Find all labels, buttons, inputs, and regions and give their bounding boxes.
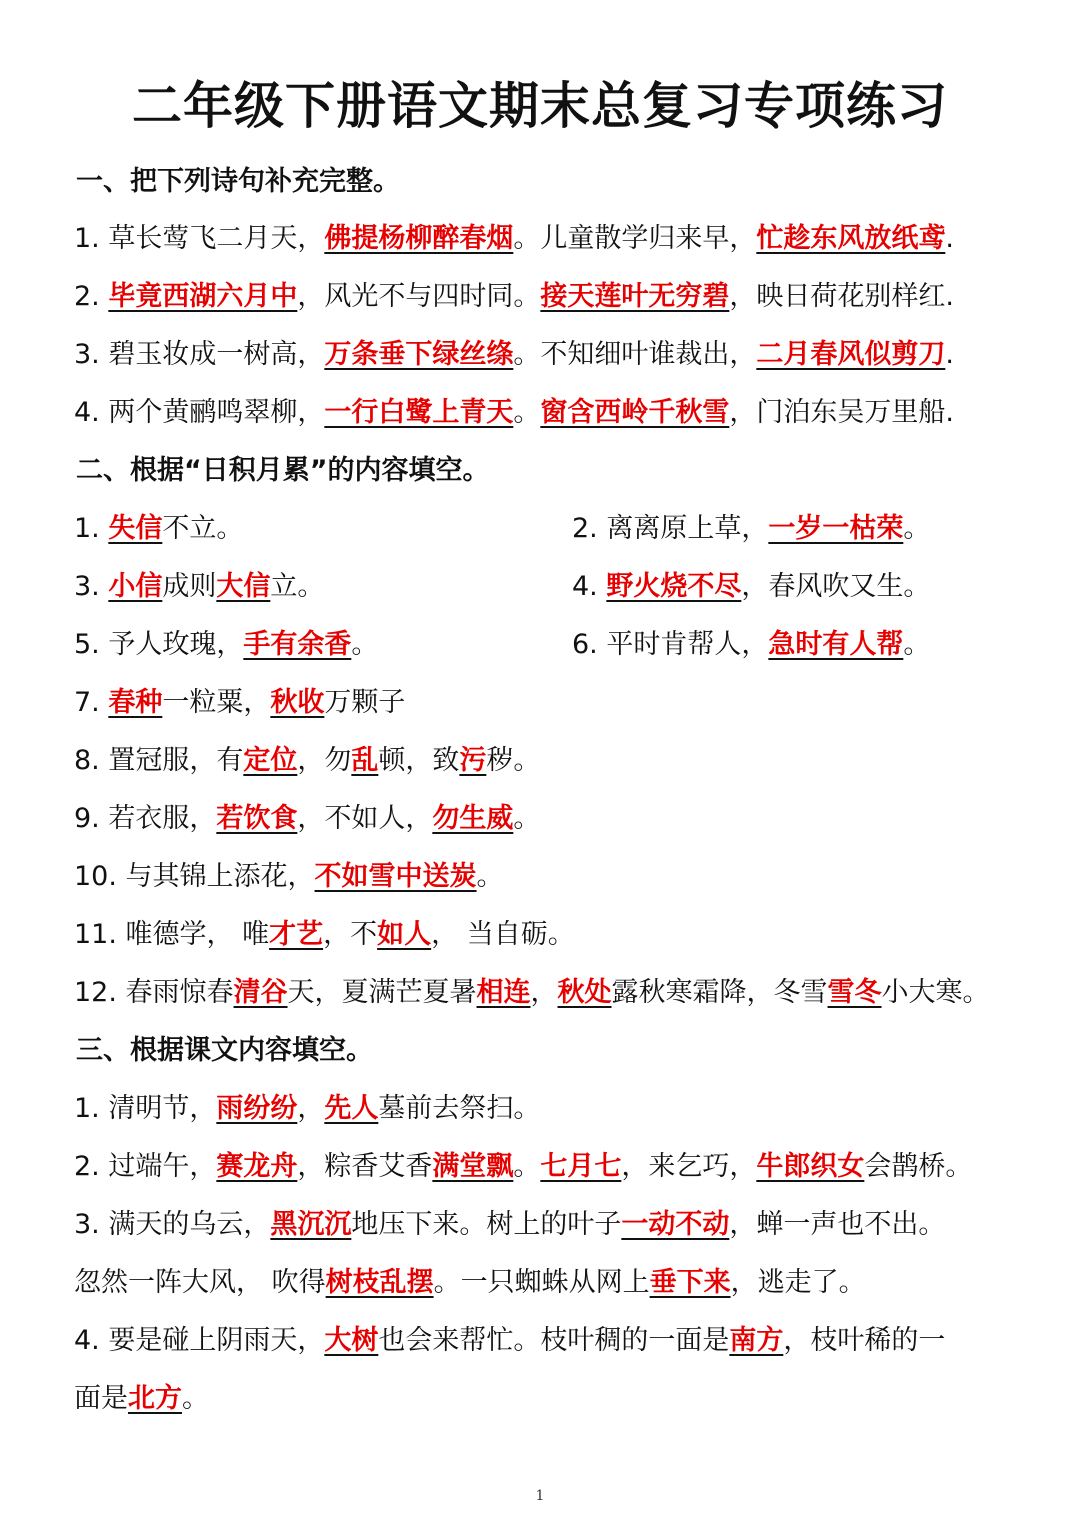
- answer-blank: 接天莲叶无穷碧: [540, 281, 730, 312]
- s2-item-7: [74, 683, 405, 723]
- prompt-text: 也会来帮忙。枝叶稠的一面是: [378, 1325, 730, 1356]
- s1-item-3: [74, 335, 954, 375]
- prompt-text: 7.: [74, 687, 109, 718]
- answer-blank: 满堂飘: [432, 1151, 514, 1182]
- prompt-text: 墓前去祭扫。: [378, 1093, 541, 1124]
- s2-item-9: [74, 799, 540, 839]
- prompt-text: ，风光不与四时同。: [297, 281, 541, 312]
- prompt-text: 4. 要是碰上阴雨天，: [74, 1325, 325, 1356]
- prompt-text: 6. 平时肯帮人，: [572, 629, 769, 660]
- prompt-text: ，来乞巧，: [621, 1151, 757, 1182]
- s2-item-6: [572, 625, 930, 665]
- answer-blank: 如人: [377, 919, 432, 950]
- prompt-text: 地压下来。树上的叶子: [351, 1209, 622, 1240]
- answer-blank: 黑沉沉: [270, 1209, 352, 1240]
- prompt-text: 。不知细叶谁裁出，: [513, 339, 757, 370]
- prompt-text: 立。: [270, 571, 325, 602]
- answer-blank: 大信: [216, 571, 271, 602]
- answer-blank: 清谷: [233, 977, 288, 1008]
- prompt-text: 12. 春雨惊春: [74, 977, 234, 1008]
- prompt-text: 。: [903, 629, 931, 660]
- answer-blank: 南方: [729, 1325, 784, 1356]
- s2-item-11: [74, 915, 575, 955]
- answer-blank: 雨纷纷: [216, 1093, 298, 1124]
- prompt-text: 10. 与其锦上添花，: [74, 861, 315, 892]
- answer-blank: 手有余香: [243, 629, 352, 660]
- s2-item-10: [74, 857, 504, 897]
- page-title: 二年级下册语文期末总复习专项练习: [132, 77, 948, 135]
- answer-blank: 一行白鹭上青天: [324, 397, 514, 428]
- answer-blank: 野火烧不尽: [606, 571, 742, 602]
- prompt-text: 。: [903, 513, 931, 544]
- prompt-text: 。儿童散学归来早，: [513, 223, 757, 254]
- prompt-text: ，蝉一声也不出。: [729, 1209, 946, 1240]
- s2-item-12: [74, 973, 990, 1013]
- answer-blank: 乱: [351, 745, 379, 776]
- answer-blank: 秋收: [270, 687, 325, 718]
- page-number: 1: [535, 1488, 545, 1504]
- prompt-text: 面是: [74, 1383, 128, 1414]
- prompt-text: 。: [513, 397, 541, 428]
- s3-item-4: [74, 1321, 945, 1361]
- prompt-text: 5. 予人玫瑰，: [74, 629, 244, 660]
- prompt-text: 秽。: [486, 745, 541, 776]
- prompt-text: 3. 碧玉妆成一树高，: [74, 339, 325, 370]
- prompt-text: ，不: [323, 919, 378, 950]
- answer-blank: 赛龙舟: [216, 1151, 298, 1182]
- answer-blank: 大树: [324, 1325, 379, 1356]
- prompt-text: 3.: [74, 571, 109, 602]
- s1-item-4: [74, 393, 954, 433]
- prompt-text: .: [945, 223, 954, 254]
- prompt-text: 成则: [162, 571, 217, 602]
- prompt-text: 4. 两个黄鹂鸣翠柳，: [74, 397, 325, 428]
- prompt-text: ，: [297, 1093, 325, 1124]
- prompt-text: 。一只蜘蛛从网上: [433, 1267, 650, 1298]
- prompt-text: 一粒粟，: [162, 687, 271, 718]
- prompt-text: ，枝叶稀的一: [783, 1325, 946, 1356]
- s3-item-2: [74, 1147, 972, 1187]
- prompt-text: 。: [513, 803, 541, 834]
- prompt-text: 。: [351, 629, 379, 660]
- prompt-text: 2. 离离原上草，: [572, 513, 769, 544]
- answer-blank: 秋处: [557, 977, 612, 1008]
- answer-blank: 失信: [108, 513, 163, 544]
- answer-blank: 垂下来: [649, 1267, 731, 1298]
- prompt-text: 1. 草长莺飞二月天，: [74, 223, 325, 254]
- answer-blank: 相连: [476, 977, 531, 1008]
- section-1-heading: 一、把下列诗句补充完整。: [76, 166, 400, 197]
- answer-blank: 窗含西岭千秋雪: [540, 397, 730, 428]
- prompt-text: 小大寒。: [881, 977, 990, 1008]
- s2-item-8: [74, 741, 540, 781]
- answer-blank: 雪冬: [827, 977, 882, 1008]
- prompt-text: ，逃走了。: [730, 1267, 866, 1298]
- s3-item-3: [74, 1205, 945, 1245]
- s2-item-5: [74, 625, 378, 665]
- answer-blank: 急时有人帮: [768, 629, 904, 660]
- section-2-heading: 二、根据“日积月累”的内容填空。: [76, 455, 490, 486]
- prompt-text: 2. 过端午，: [74, 1151, 217, 1182]
- prompt-text: 万颗子: [324, 687, 406, 718]
- answer-blank: 定位: [243, 745, 298, 776]
- s3-item-4-cont: [74, 1379, 209, 1419]
- s2-item-3: [74, 567, 324, 607]
- prompt-text: 9. 若衣服，: [74, 803, 217, 834]
- answer-blank: 佛提杨柳醉春烟: [324, 223, 514, 254]
- prompt-text: 8. 置冠服，有: [74, 745, 244, 776]
- prompt-text: 天，夏满芒夏暑: [287, 977, 477, 1008]
- answer-blank: 勿生威: [432, 803, 514, 834]
- answer-blank: 小信: [108, 571, 163, 602]
- answer-blank: 若饮食: [216, 803, 298, 834]
- prompt-text: 露秋寒霜降，冬雪: [611, 977, 828, 1008]
- s2-item-1: [74, 509, 243, 549]
- prompt-text: 1.: [74, 513, 109, 544]
- prompt-text: ，: [530, 977, 558, 1008]
- prompt-text: 顿，致: [378, 745, 460, 776]
- section-3-heading: 三、根据课文内容填空。: [76, 1035, 373, 1066]
- prompt-text: ，勿: [297, 745, 352, 776]
- prompt-text: 2.: [74, 281, 109, 312]
- answer-blank: 二月春风似剪刀: [756, 339, 946, 370]
- answer-blank: 才艺: [269, 919, 324, 950]
- prompt-text: ，映日荷花别样红.: [729, 281, 954, 312]
- prompt-text: 3. 满天的乌云，: [74, 1209, 271, 1240]
- prompt-text: 不立。: [162, 513, 244, 544]
- prompt-text: 。: [182, 1383, 209, 1414]
- prompt-text: 。: [476, 861, 504, 892]
- prompt-text: 4.: [572, 571, 607, 602]
- s3-item-3-cont: [74, 1263, 866, 1303]
- prompt-text: 11. 唯德学， 唯: [74, 919, 270, 950]
- answer-blank: 七月七: [540, 1151, 622, 1182]
- prompt-text: 会鹊桥。: [864, 1151, 973, 1182]
- prompt-text: 忽然一阵大风， 吹得: [74, 1267, 326, 1298]
- prompt-text: ，春风吹又生。: [741, 571, 931, 602]
- answer-blank: 万条垂下绿丝绦: [324, 339, 514, 370]
- answer-blank: 毕竟西湖六月中: [108, 281, 298, 312]
- s2-item-2: [572, 509, 930, 549]
- answer-blank: 一岁一枯荣: [768, 513, 904, 544]
- answer-blank: 一动不动: [621, 1209, 730, 1240]
- prompt-text: 1. 清明节，: [74, 1093, 217, 1124]
- answer-blank: 北方: [128, 1383, 182, 1414]
- prompt-text: 。: [513, 1151, 541, 1182]
- s1-item-1: [74, 219, 954, 259]
- answer-blank: 污: [459, 745, 487, 776]
- prompt-text: .: [945, 339, 954, 370]
- answer-blank: 忙趁东风放纸鸢: [756, 223, 946, 254]
- answer-blank: 牛郎织女: [756, 1151, 865, 1182]
- prompt-text: ，粽香艾香: [297, 1151, 433, 1182]
- prompt-text: ， 当自砺。: [431, 919, 575, 950]
- answer-blank: 春种: [108, 687, 163, 718]
- prompt-text: ，不如人，: [297, 803, 433, 834]
- s1-item-2: [74, 277, 954, 317]
- answer-blank: 树枝乱摆: [325, 1267, 434, 1298]
- prompt-text: ，门泊东吴万里船.: [729, 397, 954, 428]
- answer-blank: 不如雪中送炭: [314, 861, 477, 892]
- answer-blank: 先人: [324, 1093, 379, 1124]
- s2-item-4: [572, 567, 930, 607]
- s3-item-1: [74, 1089, 540, 1129]
